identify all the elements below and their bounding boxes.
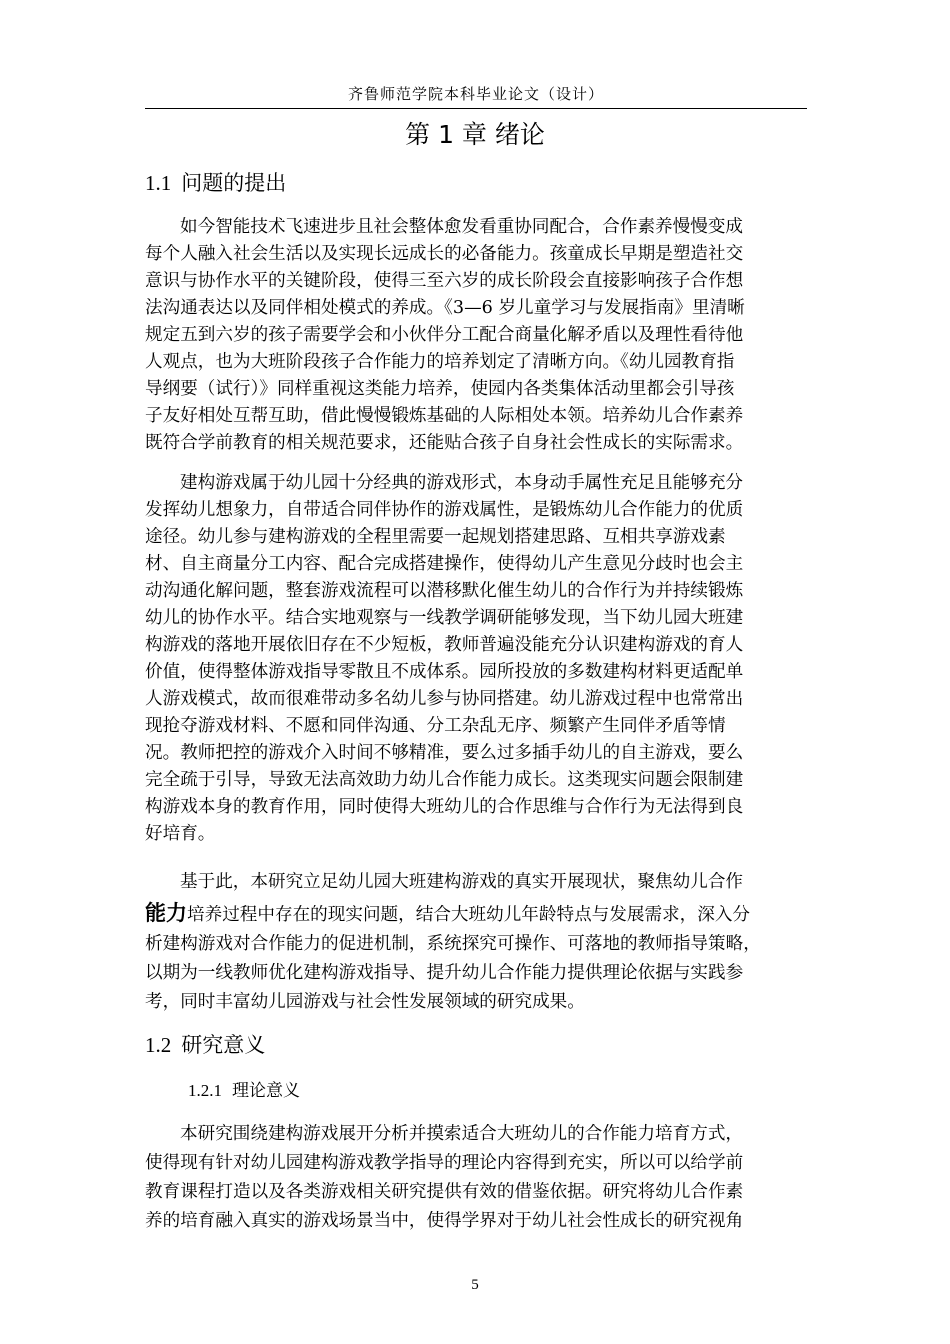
paragraph-line: 构游戏的落地开展依旧存在不少短板，教师普遍没能充分认识建构游戏的育人 <box>145 635 744 655</box>
paragraph-line: 完全疏于引导，导致无法高效助力幼儿合作能力成长。这类现实问题会限制建 <box>145 770 744 790</box>
section-title: 问题的提出 <box>181 171 287 195</box>
paragraph-line: 发挥幼儿想象力，自带适合同伴协作的游戏属性，是锻炼幼儿合作能力的优质 <box>145 500 744 520</box>
section-number: 1.2 <box>145 1033 172 1057</box>
paragraph-line: 基于此，本研究立足幼儿园大班建构游戏的真实开展现状，聚焦幼儿合作 <box>180 872 744 892</box>
paragraph-line: 幼儿的协作水平。结合实地观察与一线教学调研能够发现，当下幼儿园大班建 <box>145 608 744 628</box>
paragraph-line: 构游戏本身的教育作用，同时使得大班幼儿的合作思维与合作行为无法得到良 <box>145 797 744 817</box>
running-header: 齐鲁师范学院本科毕业论文（设计） <box>347 85 604 103</box>
paragraph-line: 途径。幼儿参与建构游戏的全程里需要一起规划搭建思路、互相共享游戏素 <box>145 527 726 547</box>
section-number: 1.1 <box>145 171 172 195</box>
paragraph-line: 现抢夺游戏材料、不愿和同伴沟通、分工杂乱无序、频繁产生同伴矛盾等情 <box>145 716 726 736</box>
paragraph-line: 使得现有针对幼儿园建构游戏教学指导的理论内容得到充实，所以可以给学前 <box>145 1153 744 1173</box>
paragraph-line: 建构游戏属于幼儿园十分经典的游戏形式，本身动手属性充足且能够充分 <box>180 473 744 493</box>
paragraph-line: 价值，使得整体游戏指导零散且不成体系。园所投放的多数建构材料更适配单 <box>145 662 744 682</box>
paragraph-line: 规定五到六岁的孩子需要学会和小伙伴分工配合商量化解矛盾以及理性看待他 <box>145 325 744 345</box>
section-heading-1-1 <box>145 168 286 198</box>
paragraph-line: 况。教师把控的游戏介入时间不够精准，要么过多插手幼儿的自主游戏，要么 <box>145 743 744 763</box>
paragraph-line: 导纲要（试行）》同样重视这类能力培养，使园内各类集体活动里都会引导孩 <box>145 379 735 399</box>
paragraph-line: 法沟通表达以及同伴相处模式的养成。《3—6 岁儿童学习与发展指南》里清晰 <box>145 298 745 318</box>
section-title: 研究意义 <box>181 1033 266 1057</box>
line-rest: 培养过程中存在的现实问题，结合大班幼儿年龄特点与发展需求，深入分 <box>187 905 751 925</box>
paragraph-line: 养的培育融入真实的游戏场景当中，使得学界对于幼儿社会性成长的研究视角 <box>145 1211 744 1231</box>
paragraph-line: 人游戏模式，故而很难带动多名幼儿参与协同搭建。幼儿游戏过程中也常常出 <box>145 689 744 709</box>
paragraph-line <box>145 901 807 927</box>
paragraph-line: 本研究围绕建构游戏展开分析并摸索适合大班幼儿的合作能力培育方式， <box>180 1124 744 1144</box>
paragraph-line: 子友好相处互帮互助，借此慢慢锻炼基础的人际相处本领。培养幼儿合作素养 <box>145 406 744 426</box>
paragraph-line: 考，同时丰富幼儿园游戏与社会性发展领域的研究成果。 <box>145 992 585 1012</box>
paragraph-line: 析建构游戏对合作能力的促进机制，系统探究可操作、可落地的教师指导策略， <box>145 934 761 954</box>
paragraph-line: 材、自主商量分工内容、配合完成搭建操作，使得幼儿产生意见分歧时也会主 <box>145 554 744 574</box>
page-number: 5 <box>471 1277 479 1293</box>
subsection-number: 1.2.1 <box>188 1081 222 1100</box>
paragraph-line: 人观点，也为大班阶段孩子合作能力的培养划定了清晰方向。《幼儿园教育指 <box>145 352 735 372</box>
chapter-title: 第 1 章 绪论 <box>405 120 545 149</box>
paragraph-line: 既符合学前教育的相关规范要求，还能贴合孩子自身社会性成长的实际需求。 <box>145 433 744 453</box>
paragraph-line: 教育课程打造以及各类游戏相关研究提供有效的借鉴依据。研究将幼儿合作素 <box>145 1182 744 1202</box>
subsection-heading-1-2-1 <box>188 1078 300 1104</box>
paragraph-line: 动沟通化解问题，整套游戏流程可以潜移默化催生幼儿的合作行为并持续锻炼 <box>145 581 744 601</box>
bold-term: 能力 <box>145 901 187 925</box>
paragraph-line: 以期为一线教师优化建构游戏指导、提升幼儿合作能力提供理论依据与实践参 <box>145 963 744 983</box>
section-heading-1-2 <box>145 1030 265 1060</box>
paragraph-line: 意识与协作水平的关键阶段，使得三至六岁的成长阶段会直接影响孩子合作想 <box>145 271 744 291</box>
subsection-title: 理论意义 <box>232 1081 300 1101</box>
paragraph-line: 好培育。 <box>145 824 216 844</box>
header-rule <box>145 108 807 109</box>
paragraph-line: 每个人融入社会生活以及实现长远成长的必备能力。孩童成长早期是塑造社交 <box>145 244 744 264</box>
paragraph-line: 如今智能技术飞速进步且社会整体愈发看重协同配合，合作素养慢慢变成 <box>180 217 744 237</box>
